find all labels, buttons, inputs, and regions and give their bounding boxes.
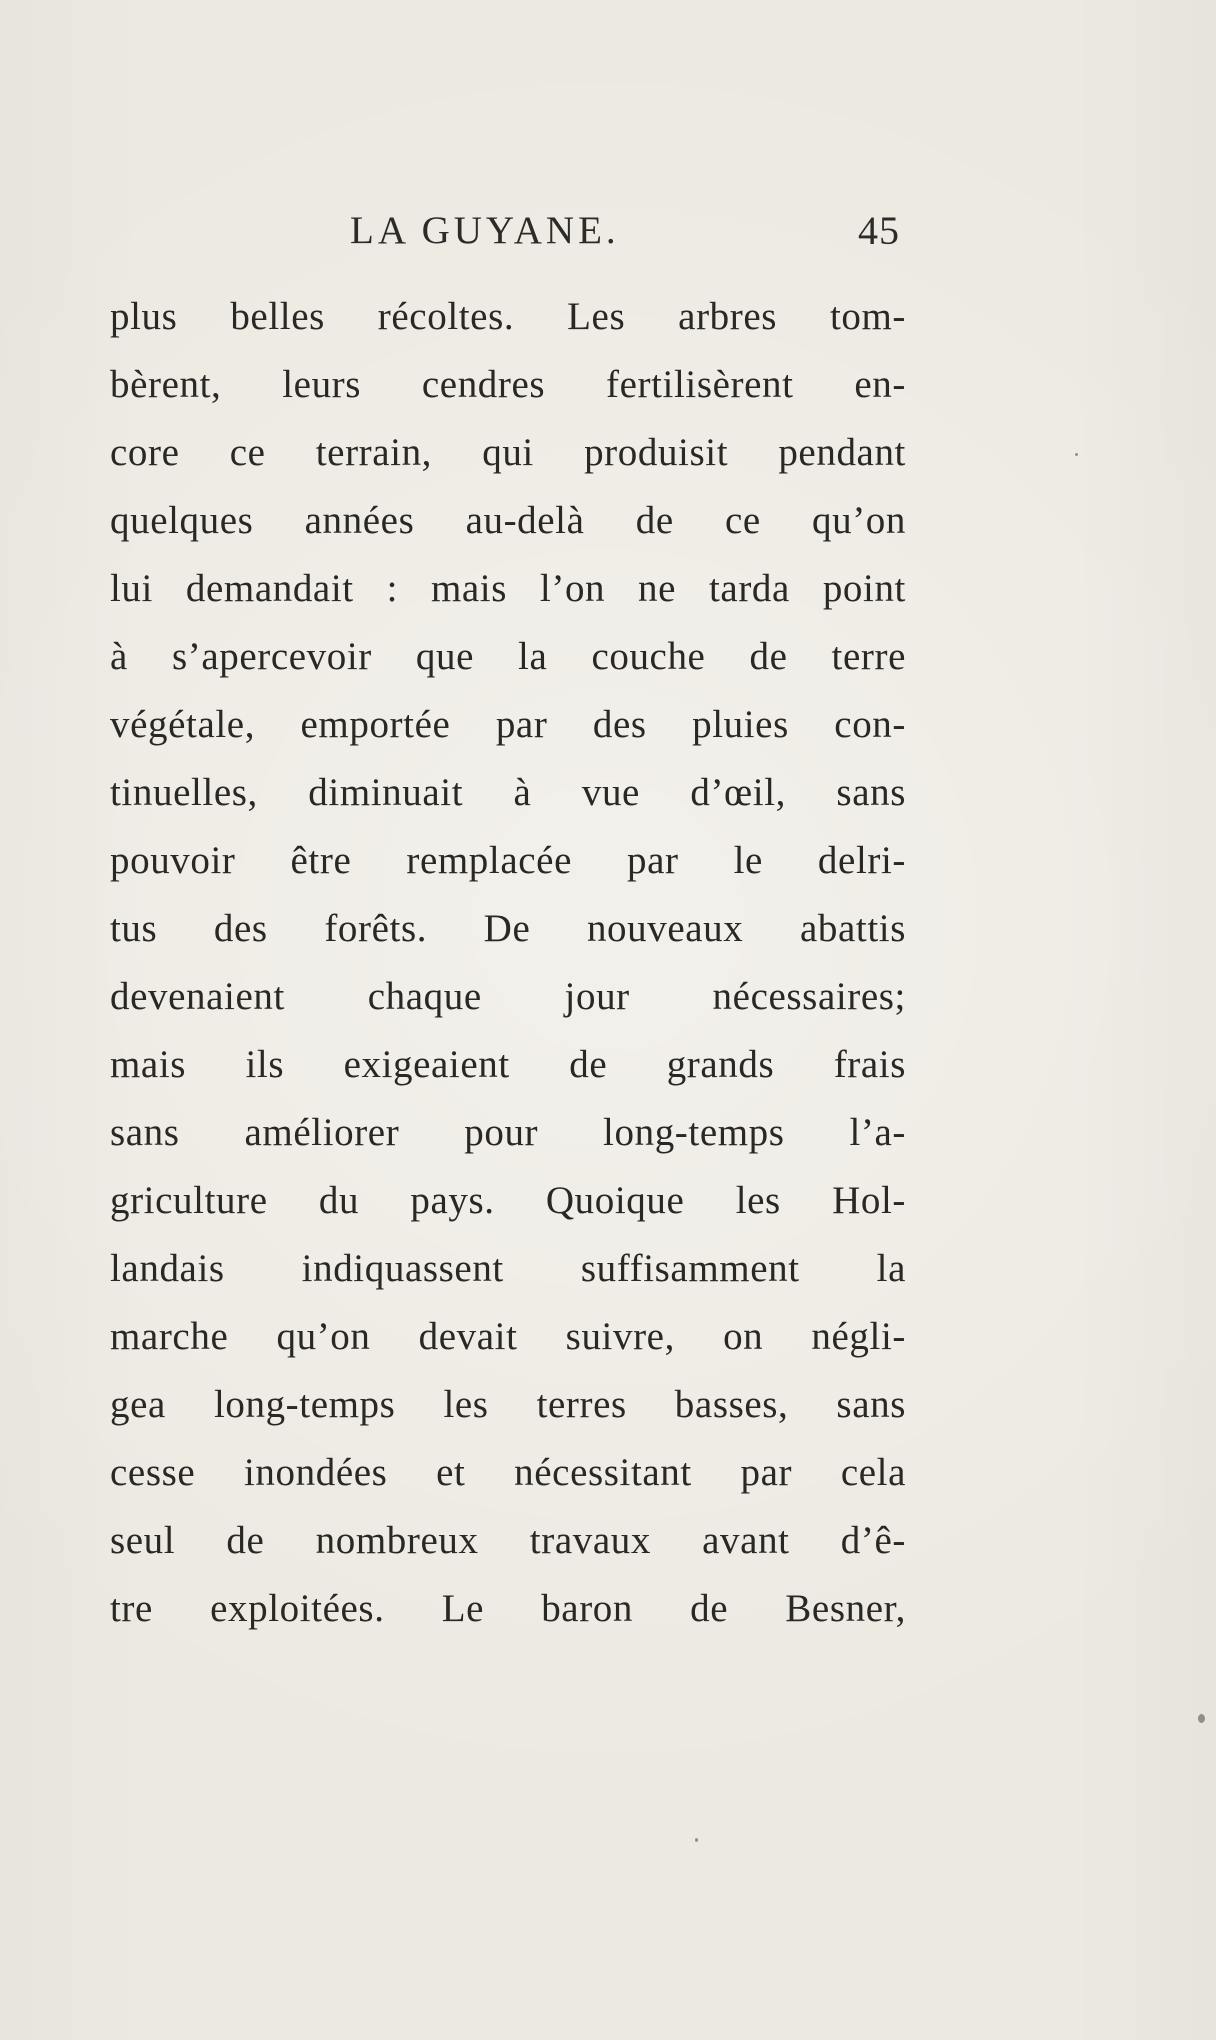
text-line: landais indiquassent suffisamment la — [110, 1247, 906, 1290]
text-line: griculture du pays. Quoique les Hol- — [110, 1179, 906, 1222]
text-line: cesse inondées et nécessitant par cela — [110, 1451, 906, 1494]
text-line: devenaient chaque jour nécessaires; — [110, 975, 906, 1018]
text-line: plus belles récoltes. Les arbres tom- — [110, 295, 906, 338]
running-head — [110, 203, 906, 259]
paper-speck — [1198, 1714, 1205, 1723]
text-line: tre exploitées. Le baron de Besner, — [110, 1587, 906, 1630]
text-line: quelques années au-delà de ce qu’on — [110, 499, 906, 542]
body-text — [110, 283, 906, 1643]
text-line: à s’apercevoir que la couche de terre — [110, 635, 906, 678]
page-number: 45 — [858, 208, 900, 253]
paper-speck — [1075, 453, 1078, 456]
text-line: tinuelles, diminuait à vue d’œil, sans — [110, 771, 906, 814]
text-line: lui demandait : mais l’on ne tarda point — [110, 567, 906, 610]
text-line: bèrent, leurs cendres fertilisèrent en- — [110, 363, 906, 406]
text-line: mais ils exigeaient de grands frais — [110, 1043, 906, 1086]
text-line: core ce terrain, qui produisit pendant — [110, 431, 906, 474]
text-line: végétale, emportée par des pluies con- — [110, 703, 906, 746]
text-line: gea long-temps les terres basses, sans — [110, 1383, 906, 1426]
text-line: pouvoir être remplacée par le delri- — [110, 839, 906, 882]
text-line: tus des forêts. De nouveaux abattis — [110, 907, 906, 950]
text-line: seul de nombreux travaux avant d’ê- — [110, 1519, 906, 1562]
text-line: sans améliorer pour long-temps l’a- — [110, 1111, 906, 1154]
running-title: LA GUYANE. — [350, 209, 620, 252]
paper-speck — [695, 1838, 698, 1842]
text-line: marche qu’on devait suivre, on négli- — [110, 1315, 906, 1358]
